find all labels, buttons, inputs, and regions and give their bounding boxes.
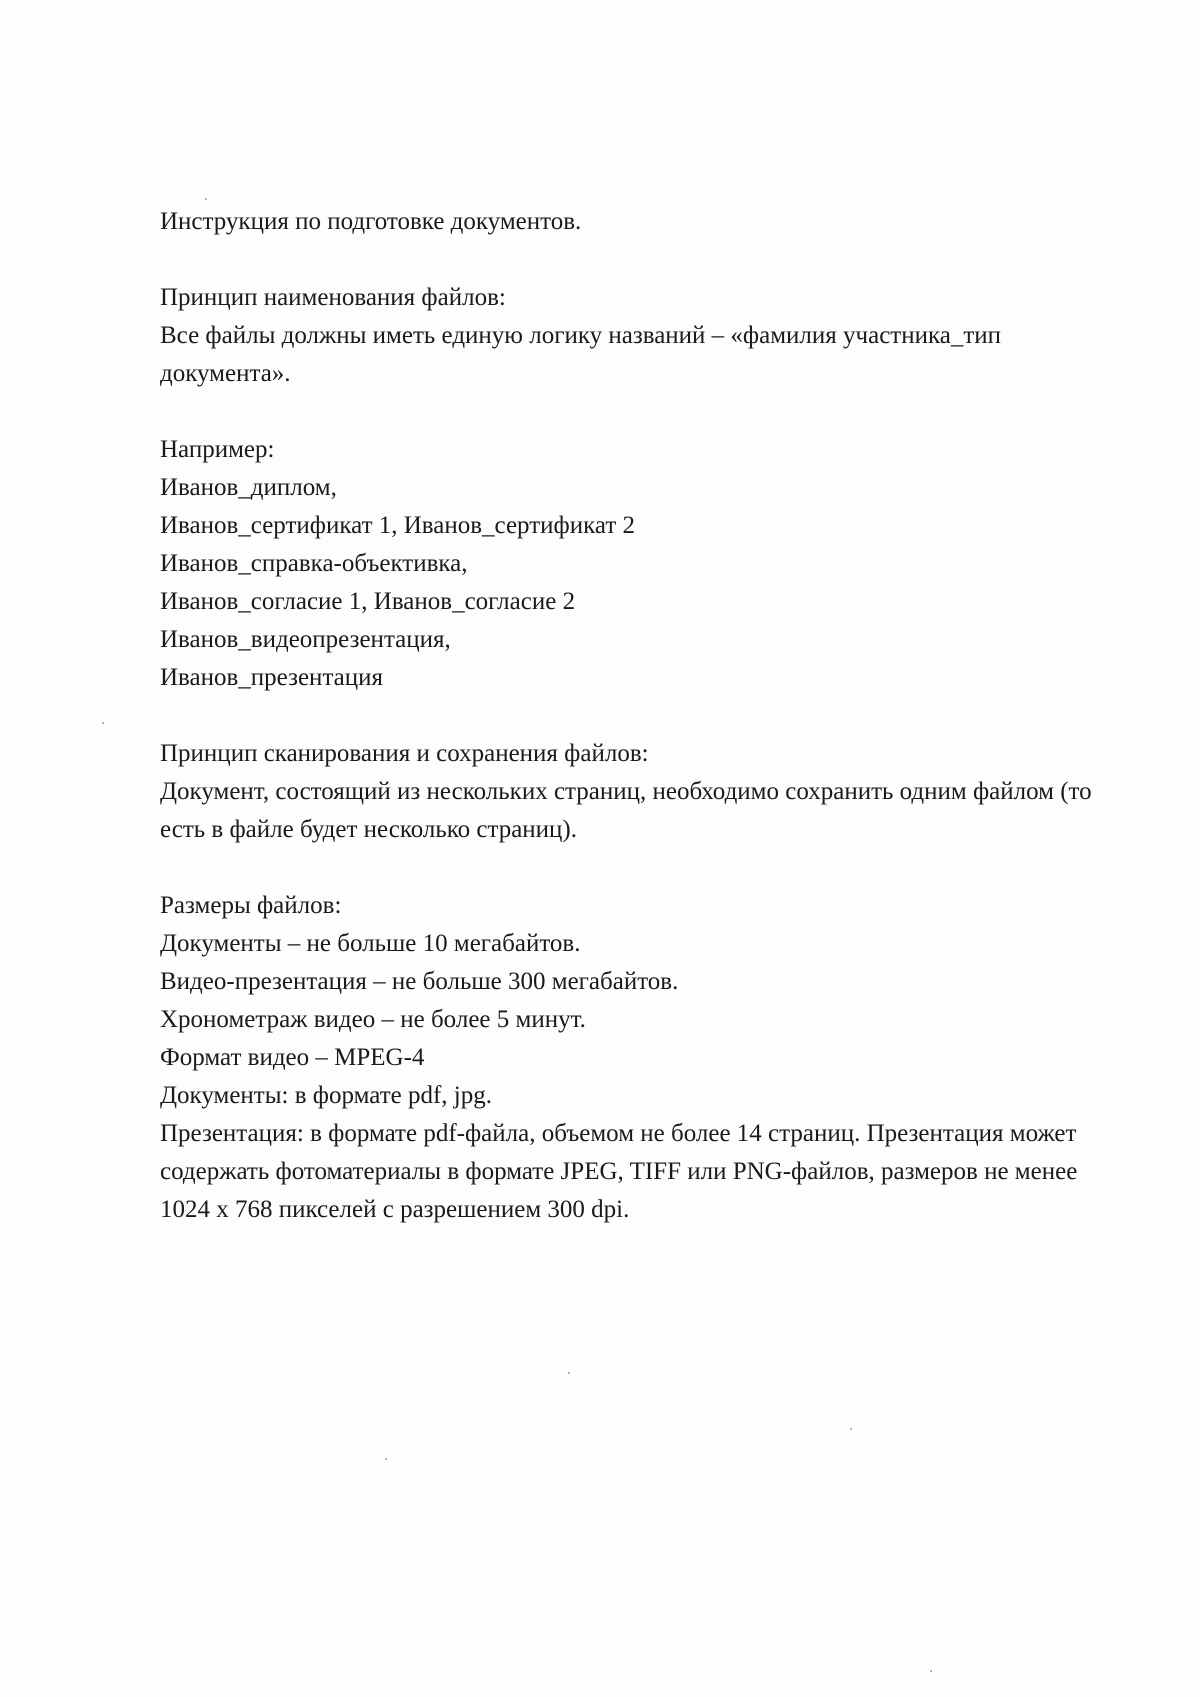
- example-item: Иванов_согласие 1, Иванов_согласие 2: [160, 588, 576, 615]
- size-item: Документы – не больше 10 мегабайтов.: [160, 930, 581, 957]
- scanning-section: [160, 735, 1120, 849]
- size-item: Формат видео – MPEG-4: [160, 1044, 425, 1071]
- size-item: Хронометраж видео – не более 5 минут.: [160, 1006, 586, 1033]
- scan-speck: [850, 1428, 852, 1430]
- scanning-text: Документ, состоящий из нескольких страниц, необходимо сохранить одним файлом (то есть в файле будет несколько страниц).: [160, 778, 1092, 843]
- example-item: Иванов_справка-объективка,: [160, 550, 468, 577]
- naming-section: [160, 279, 1120, 393]
- scanning-heading: Принцип сканирования и сохранения файлов:: [160, 740, 649, 767]
- naming-heading: Принцип наименования файлов:: [160, 284, 506, 311]
- examples-section: [160, 431, 1120, 697]
- document-title: Инструкция по подготовке документов.: [160, 208, 582, 235]
- title-block: [160, 203, 1120, 241]
- size-item: Видео-презентация – не больше 300 мегабайтов.: [160, 968, 679, 995]
- scan-speck: [385, 1458, 387, 1460]
- scan-speck: [930, 1670, 932, 1672]
- presentation-requirements: Презентация: в формате pdf-файла, объемом не более 14 страниц. Презентация может содержать фотоматериалы в формате JPEG, TIFF или PNG-файлов, размеров не менее 1024 x 768 пикселей с разрешением 300 dpi.: [160, 1120, 1078, 1223]
- document-body: [160, 203, 1120, 1229]
- example-item: Иванов_диплом,: [160, 474, 337, 501]
- examples-heading: Например:: [160, 436, 275, 463]
- scan-speck: [205, 198, 207, 200]
- sizes-heading: Размеры файлов:: [160, 892, 342, 919]
- sizes-section: [160, 887, 1120, 1229]
- naming-text: Все файлы должны иметь единую логику названий – «фамилия участника_тип документа».: [160, 322, 1002, 387]
- example-item: Иванов_презентация: [160, 664, 384, 691]
- scan-speck: [102, 722, 104, 724]
- example-item: Иванов_видеопрезентация,: [160, 626, 451, 653]
- size-item: Документы: в формате pdf, jpg.: [160, 1082, 492, 1109]
- scan-speck: [568, 1372, 570, 1374]
- example-item: Иванов_сертификат 1, Иванов_сертификат 2: [160, 512, 635, 539]
